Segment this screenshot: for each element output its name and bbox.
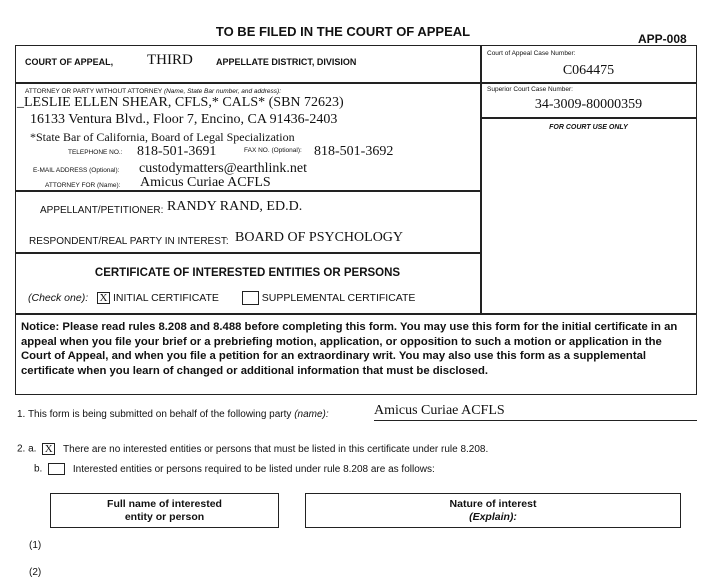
item1-party-field[interactable]: Amicus Curiae ACFLS: [374, 403, 697, 421]
attorney-address[interactable]: 16133 Ventura Blvd., Floor 7, Encino, CA 91436-2403: [30, 112, 338, 127]
supplemental-certificate-label: SUPPLEMENTAL CERTIFICATE: [261, 291, 416, 304]
col2-line2: (Explain):: [469, 511, 517, 523]
initial-certificate-checkbox[interactable]: X: [97, 292, 110, 304]
superior-case-number[interactable]: 34-3009-80000359: [534, 97, 643, 112]
district-value[interactable]: THIRD: [147, 52, 193, 68]
court-label: COURT OF APPEAL,: [25, 57, 114, 67]
row-number-2: (2): [29, 567, 42, 578]
column-divider: [480, 45, 482, 313]
item2b-text: Interested entities or persons required to be listed under rule 8.208 are as follows:: [72, 463, 435, 475]
item2-number: 2.: [17, 443, 26, 455]
supplemental-certificate-checkbox[interactable]: [242, 291, 259, 305]
district-label: APPELLATE DISTRICT, DIVISION: [216, 57, 357, 67]
item1-name-note: (name):: [294, 409, 329, 420]
appellant-label: APPELLANT/PETITIONER:: [40, 205, 164, 216]
column-header-name: [50, 493, 279, 528]
certificate-title: CERTIFICATE OF INTERESTED ENTITIES OR PERSONS: [94, 267, 401, 279]
phone-label: TELEPHONE NO.:: [68, 149, 123, 156]
divider: [15, 252, 480, 254]
phone-value[interactable]: 818-501-3691: [137, 144, 217, 159]
item2a-checkbox[interactable]: X: [42, 443, 55, 455]
specialization-note: *State Bar of California, Board of Legal Specialization: [30, 130, 295, 144]
col1-line1: Full name of interested: [107, 498, 222, 510]
email-label: E-MAIL ADDRESS (Optional):: [33, 167, 120, 174]
appellant-value[interactable]: RANDY RAND, ED.D.: [167, 199, 303, 214]
fax-value[interactable]: 818-501-3692: [314, 144, 394, 159]
col2-line1: Nature of interest: [449, 498, 537, 510]
item2a-label: a.: [28, 443, 37, 455]
divider: [480, 82, 697, 84]
attorney-label-note: (Name, State Bar number, and address):: [163, 88, 282, 95]
fax-label: FAX NO. (Optional):: [244, 147, 302, 154]
form-id: APP-008: [638, 32, 687, 46]
form-title: TO BE FILED IN THE COURT OF APPEAL: [215, 24, 471, 39]
attorney-for-label: ATTORNEY FOR (Name):: [45, 182, 121, 189]
item2a-text: There are no interested entities or persons that must be listed in this certificate under rule 8.208.: [63, 443, 489, 455]
appeal-case-number[interactable]: C064475: [562, 63, 615, 78]
item1-label: 1. This form is being submitted on behalf of the following party: [17, 409, 292, 420]
initial-certificate-label: INITIAL CERTIFICATE: [112, 291, 219, 304]
column-header-nature: [305, 493, 681, 528]
check-one-label: (Check one):: [28, 291, 89, 304]
notice-text: Notice: Please read rules 8.208 and 8.488 before completing this form. You may use this form for the initial certificate in an appeal when you file your brief or a prebriefing motion, application, or opposition to such a motion or application in the Court of Appeal, and when you file a petition for an extraordinary writ. You may also use this form as a supplemental certificate when you learn of changed or additional information that must be disclosed.: [21, 321, 678, 377]
superior-case-label: Superior Court Case Number:: [487, 86, 573, 93]
court-use-label: FOR COURT USE ONLY: [549, 124, 628, 131]
email-value[interactable]: custodymatters@earthlink.net: [139, 161, 308, 176]
respondent-label: RESPONDENT/REAL PARTY IN INTEREST:: [29, 236, 229, 247]
divider: [480, 117, 697, 119]
row-number-1: (1): [29, 540, 42, 551]
item2b-checkbox[interactable]: [48, 463, 65, 475]
attorney-for-value[interactable]: Amicus Curiae ACFLS: [140, 175, 271, 190]
appeal-case-label: Court of Appeal Case Number:: [487, 50, 576, 57]
item2b-label: b.: [34, 463, 43, 475]
divider: [15, 313, 697, 315]
respondent-value[interactable]: BOARD OF PSYCHOLOGY: [235, 230, 404, 245]
divider: [15, 82, 480, 84]
attorney-name[interactable]: _LESLIE ELLEN SHEAR, CFLS,* CALS* (SBN 72623): [17, 95, 344, 110]
col1-line2: entity or person: [124, 511, 205, 523]
attorney-label: ATTORNEY OR PARTY WITHOUT ATTORNEY: [25, 88, 163, 95]
